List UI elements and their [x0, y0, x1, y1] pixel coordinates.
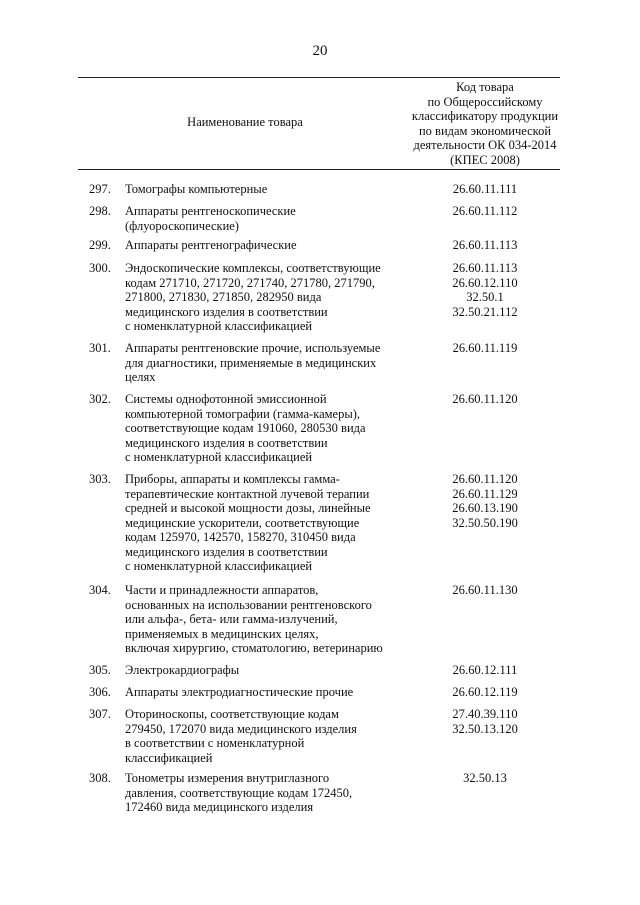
page-number: 20	[312, 43, 328, 59]
product-name-line: медицинские ускорители, соответствующие	[125, 515, 360, 530]
product-name-line: Приборы, аппараты и комплексы гамма-	[125, 472, 340, 486]
product-name	[125, 583, 410, 656]
product-name-line: компьютерной томографии (гамма-камеры),	[125, 406, 361, 421]
product-code: 32.50.13	[463, 771, 507, 785]
product-name-line: классификацией	[125, 750, 213, 765]
product-codes	[410, 182, 560, 197]
product-name-line: в соответствии с номенклатурной	[125, 736, 305, 750]
product-name	[125, 663, 410, 678]
row-number: 307.	[89, 707, 111, 721]
product-code: 26.60.12.111	[452, 663, 518, 677]
row-number: 297.	[89, 182, 111, 196]
product-name-line: медицинского изделия в соответствии	[125, 304, 328, 319]
product-code: 32.50.1	[466, 290, 504, 304]
product-code: 26.60.11.111	[452, 182, 518, 196]
row-number: 306.	[89, 685, 111, 699]
product-name-line: Системы однофотонной эмиссионной	[125, 392, 327, 406]
product-name-line: кодам 271710, 271720, 271740, 271780, 271790,	[125, 275, 375, 290]
product-name-line: Томографы компьютерные	[125, 182, 268, 196]
product-name	[125, 204, 410, 233]
product-code: 26.60.11.112	[452, 204, 518, 218]
product-code: 26.60.11.113	[452, 238, 518, 252]
product-code: 32.50.13.120	[452, 721, 518, 736]
product-code: 26.60.11.129	[452, 486, 518, 501]
product-name-line: Аппараты рентгеноскопические	[125, 204, 296, 218]
product-codes	[410, 392, 560, 407]
product-code: 26.60.12.110	[452, 275, 518, 290]
header-code-line: по видам экономической	[418, 123, 552, 138]
header-bottom-rule	[78, 169, 560, 170]
product-name-line: 279450, 172070 вида медицинского изделия	[125, 721, 357, 736]
product-name-line: давления, соответствующие кодам 172450,	[125, 785, 353, 800]
product-name-line: применяемых в медицинских целях,	[125, 626, 319, 641]
row-number: 298.	[89, 204, 111, 218]
product-name-line: средней и высокой мощности дозы, линейные	[125, 501, 371, 515]
product-name	[125, 472, 410, 574]
product-codes	[410, 663, 560, 678]
product-name-line: с номенклатурной классификацией	[125, 450, 313, 464]
product-name	[125, 707, 410, 765]
product-code: 32.50.50.190	[452, 515, 518, 530]
product-name-line: Эндоскопические комплексы, соответствующие	[125, 261, 381, 275]
product-code: 26.60.12.119	[452, 685, 518, 699]
product-name-line: медицинского изделия в соответствии	[125, 544, 328, 559]
product-code: 26.60.13.190	[452, 501, 518, 515]
row-number: 305.	[89, 663, 111, 677]
product-codes	[410, 238, 560, 253]
product-name-line: Аппараты рентгенографические	[125, 238, 297, 252]
product-name-line: соответствующие кодам 191060, 280530 вида	[125, 421, 366, 435]
product-code: 26.60.11.113	[452, 261, 518, 275]
product-codes	[410, 685, 560, 700]
product-name-line: Части и принадлежности аппаратов,	[125, 583, 319, 597]
product-name-line: или альфа-, бета- или гамма-излучений,	[125, 612, 338, 626]
product-name-line: Оториноскопы, соответствующие кодам	[125, 707, 339, 721]
product-codes	[410, 204, 560, 219]
header-code-line: классификатору продукции	[411, 109, 559, 123]
product-name	[125, 341, 410, 385]
header-code-line: по Общероссийскому	[427, 94, 543, 109]
product-name-line: 172460 вида медицинского изделия	[125, 800, 314, 814]
product-code: 26.60.11.120	[452, 472, 518, 486]
product-name-line: медицинского изделия в соответствии	[125, 435, 328, 450]
product-name-line: включая хирургию, стоматологию, ветеринарию	[125, 641, 383, 655]
row-number: 308.	[89, 771, 111, 785]
product-name	[125, 238, 410, 253]
product-code: 32.50.21.112	[452, 304, 518, 319]
header-code-line: Код товара	[456, 80, 514, 94]
product-code: 26.60.11.120	[452, 392, 518, 406]
row-number: 302.	[89, 392, 111, 406]
header-code-column	[410, 80, 560, 167]
product-codes	[410, 472, 560, 530]
product-name-line: основанных на использовании рентгеновского	[125, 597, 372, 612]
header-code-line: (КПЕС 2008)	[450, 152, 520, 167]
product-code: 26.60.11.119	[452, 341, 518, 355]
product-name-line: с номенклатурной классификацией	[125, 559, 313, 573]
product-name-line: Аппараты рентгеновские прочие, используемые	[125, 341, 381, 355]
product-name-line: 271800, 271830, 271850, 282950 вида	[125, 290, 322, 304]
product-name	[125, 685, 410, 700]
product-codes	[410, 583, 560, 598]
row-number: 299.	[89, 238, 111, 252]
table-top-rule	[78, 77, 560, 78]
row-number: 301.	[89, 341, 111, 355]
row-number: 300.	[89, 261, 111, 275]
product-code: 27.40.39.110	[452, 707, 518, 721]
product-code: 26.60.11.130	[452, 583, 518, 597]
product-name-line: целях	[125, 370, 156, 384]
product-codes	[410, 261, 560, 319]
product-codes	[410, 707, 560, 736]
product-codes	[410, 341, 560, 356]
product-name-line: Аппараты электродиагностические прочие	[125, 685, 354, 699]
product-name-line: (флуороскопические)	[125, 218, 239, 233]
product-name-line: Тонометры измерения внутриглазного	[125, 771, 330, 785]
row-number: 304.	[89, 583, 111, 597]
row-number: 303.	[89, 472, 111, 486]
product-name-line: с номенклатурной классификацией	[125, 319, 313, 333]
product-name-line: Электрокардиографы	[125, 663, 240, 677]
header-code-line: деятельности ОК 034-2014	[413, 138, 557, 152]
product-name	[125, 261, 410, 334]
product-name-line: кодам 125970, 142570, 158270, 310450 вида	[125, 530, 356, 544]
product-name-line: терапевтические контактной лучевой терапии	[125, 486, 370, 501]
header-name-column: Наименование товара	[187, 115, 303, 129]
product-name	[125, 771, 410, 815]
product-name	[125, 392, 410, 465]
product-name	[125, 182, 410, 197]
product-codes	[410, 771, 560, 786]
product-name-line: для диагностики, применяемые в медицинских	[125, 355, 377, 370]
